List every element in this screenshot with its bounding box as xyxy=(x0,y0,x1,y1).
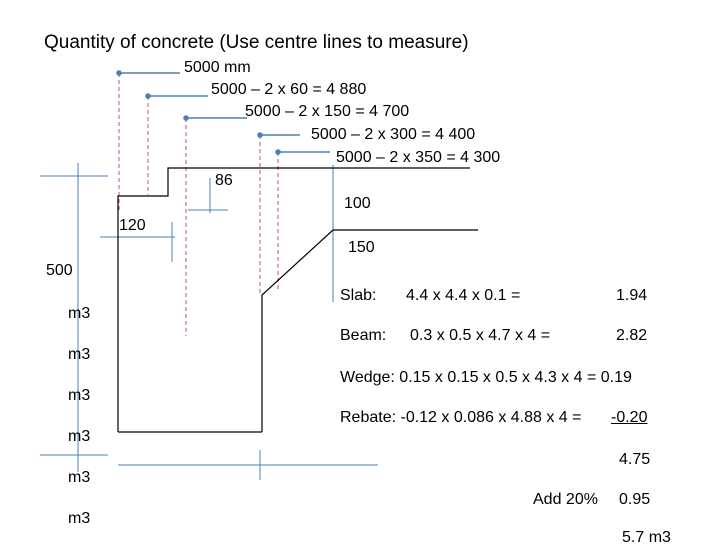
calc-wedge: Wedge: 0.15 x 0.15 x 0.5 x 4.3 x 4 = 0.19 xyxy=(340,369,632,386)
dim-4400: 5000 – 2 x 300 = 4 400 xyxy=(311,126,476,143)
dim-4300: 5000 – 2 x 350 = 4 300 xyxy=(336,149,501,166)
label-120: 120 xyxy=(119,217,146,234)
calc-beam-expr: 0.3 x 0.5 x 4.7 x 4 = xyxy=(410,327,551,344)
dim-4880: 5000 – 2 x 60 = 4 880 xyxy=(211,81,367,98)
dim-4700: 5000 – 2 x 150 = 4 700 xyxy=(245,103,410,120)
dim-5000mm: 5000 mm xyxy=(184,59,251,76)
unit-m3: m3 xyxy=(68,510,91,527)
calc-beam-value: 2.82 xyxy=(616,327,648,344)
label-86: 86 xyxy=(215,172,233,189)
calc-slab-name: Slab: xyxy=(340,287,377,304)
calc-rebate: Rebate: -0.12 x 0.086 x 4.88 x 4 = xyxy=(340,409,582,426)
add-label: Add 20% xyxy=(533,491,598,508)
add-value: 0.95 xyxy=(619,491,651,508)
unit-m3: m3 xyxy=(68,428,91,445)
subtotal-value: 4.75 xyxy=(619,451,651,468)
label-150: 150 xyxy=(348,239,375,256)
unit-m3: m3 xyxy=(68,305,91,322)
label-100: 100 xyxy=(344,195,371,212)
unit-m3: m3 xyxy=(68,387,91,404)
unit-m3: m3 xyxy=(68,469,91,486)
unit-m3: m3 xyxy=(68,346,91,363)
page-title: Quantity of concrete (Use centre lines to measure) xyxy=(44,32,469,53)
calc-rebate-value: -0.20 xyxy=(611,409,648,426)
calc-beam-name: Beam: xyxy=(340,327,387,344)
label-500: 500 xyxy=(46,262,73,279)
calc-slab-value: 1.94 xyxy=(616,287,648,304)
calc-slab-expr: 4.4 x 4.4 x 0.1 = xyxy=(406,287,521,304)
total-value: 5.7 m3 xyxy=(622,529,671,546)
